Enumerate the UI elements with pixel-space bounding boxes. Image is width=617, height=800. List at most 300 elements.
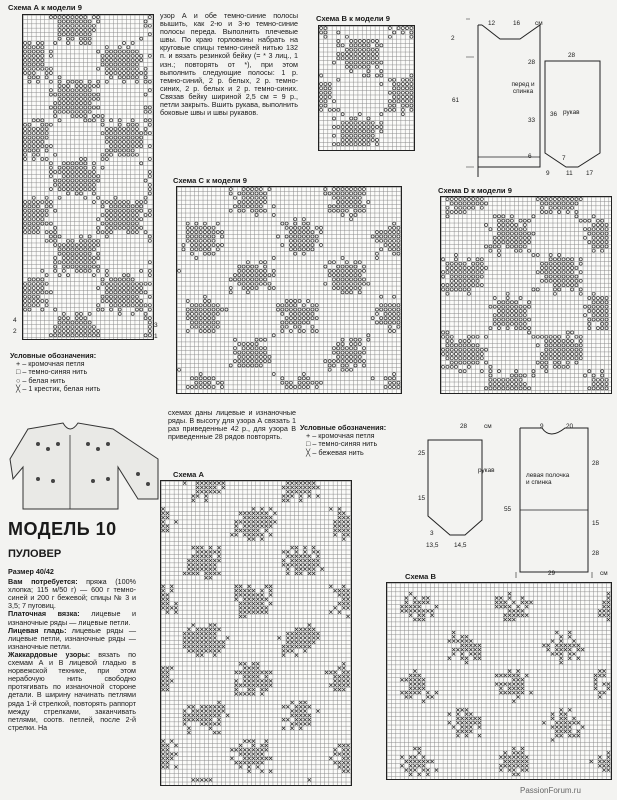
white-stitch-symbol [455, 206, 458, 209]
white-stitch-symbol [92, 256, 95, 259]
white-stitch-symbol [388, 35, 391, 38]
cross-stitch-symbol [286, 482, 289, 485]
cross-stitch-symbol [248, 679, 251, 682]
white-stitch-symbol [88, 119, 91, 122]
white-stitch-symbol [519, 232, 522, 235]
white-stitch-symbol [41, 127, 44, 130]
white-stitch-symbol [541, 262, 544, 265]
white-stitch-symbol [92, 325, 95, 328]
cross-stitch-symbol [405, 760, 408, 763]
white-stitch-symbol [84, 29, 87, 32]
white-stitch-symbol [380, 304, 383, 307]
white-stitch-symbol [203, 308, 206, 311]
cross-stitch-symbol [295, 568, 298, 571]
white-stitch-symbol [476, 266, 479, 269]
white-stitch-symbol [532, 374, 535, 377]
white-stitch-symbol [101, 123, 104, 126]
white-stitch-symbol [498, 228, 501, 231]
cross-stitch-symbol [517, 614, 520, 617]
white-stitch-symbol [367, 52, 370, 55]
cross-stitch-symbol [517, 773, 520, 776]
white-stitch-symbol [341, 291, 344, 294]
model10-text-top: схемах даны лицевые и изнаночные ряды. В высоту для узора А связать 1 раз приведенные 42 р., для узора В приведенные 28 рядов повторять. [168, 408, 296, 442]
white-stitch-symbol [144, 291, 147, 294]
white-stitch-symbol [571, 331, 574, 334]
white-stitch-symbol [148, 106, 151, 109]
cross-stitch-symbol [598, 609, 601, 612]
white-stitch-symbol [75, 20, 78, 23]
cross-stitch-symbol [248, 520, 251, 523]
white-stitch-symbol [459, 279, 462, 282]
cross-stitch-symbol [607, 760, 610, 763]
white-stitch-symbol [592, 228, 595, 231]
cross-stitch-symbol [217, 731, 220, 734]
white-stitch-symbol [354, 57, 357, 60]
white-stitch-symbol [584, 219, 587, 222]
white-stitch-symbol [28, 132, 31, 135]
white-stitch-symbol [97, 80, 100, 83]
white-stitch-symbol [541, 211, 544, 214]
white-stitch-symbol [49, 166, 52, 169]
white-stitch-symbol [575, 361, 578, 364]
white-stitch-symbol [455, 258, 458, 261]
cross-stitch-symbol [346, 748, 349, 751]
white-stitch-symbol [345, 130, 348, 133]
cross-stitch-symbol [542, 644, 545, 647]
white-stitch-symbol [532, 288, 535, 291]
white-stitch-symbol [221, 308, 224, 311]
white-stitch-symbol [553, 361, 556, 364]
dim-label: 14,5 [454, 542, 467, 549]
white-stitch-symbol [105, 295, 108, 298]
white-stitch-symbol [384, 239, 387, 242]
white-stitch-symbol [118, 287, 121, 290]
white-stitch-symbol [549, 279, 552, 282]
white-stitch-symbol [510, 245, 513, 248]
white-stitch-symbol [363, 192, 366, 195]
cross-stitch-symbol [196, 572, 199, 575]
white-stitch-symbol [127, 213, 130, 216]
white-stitch-symbol [62, 106, 65, 109]
cross-stitch-symbol [299, 641, 302, 644]
cross-stitch-symbol [560, 708, 563, 711]
white-stitch-symbol [118, 308, 121, 311]
white-stitch-symbol [498, 254, 501, 257]
cross-stitch-symbol [426, 768, 429, 771]
white-stitch-symbol [324, 188, 327, 191]
cross-stitch-symbol [256, 675, 259, 678]
white-stitch-symbol [216, 312, 219, 315]
cross-stitch-symbol [252, 507, 255, 510]
cross-stitch-symbol [286, 641, 289, 644]
cross-stitch-symbol [508, 687, 511, 690]
white-stitch-symbol [229, 364, 232, 367]
white-stitch-symbol [358, 57, 361, 60]
cross-stitch-symbol [213, 632, 216, 635]
white-stitch-symbol [234, 274, 237, 277]
white-stitch-symbol [32, 127, 35, 130]
white-stitch-symbol [345, 261, 348, 264]
white-stitch-symbol [324, 95, 327, 98]
cross-stitch-symbol [607, 768, 610, 771]
white-stitch-symbol [345, 351, 348, 354]
white-stitch-symbol [203, 235, 206, 238]
cross-stitch-symbol [456, 708, 459, 711]
white-stitch-symbol [298, 325, 301, 328]
cross-stitch-symbol [456, 730, 459, 733]
white-stitch-symbol [212, 317, 215, 320]
white-stitch-symbol [601, 383, 604, 386]
legend-model10 [300, 424, 430, 457]
chart-stitch-layer [387, 583, 611, 779]
cross-stitch-symbol [422, 596, 425, 599]
cross-stitch-symbol [243, 684, 246, 687]
white-stitch-symbol [371, 134, 374, 137]
white-stitch-symbol [127, 218, 130, 221]
cross-stitch-symbol [282, 494, 285, 497]
cross-stitch-symbol [196, 654, 199, 657]
white-stitch-symbol [575, 335, 578, 338]
white-stitch-symbol [110, 72, 113, 75]
white-stitch-symbol [575, 215, 578, 218]
cross-stitch-symbol [162, 516, 165, 519]
white-stitch-symbol [110, 132, 113, 135]
cross-stitch-symbol [560, 635, 563, 638]
white-stitch-symbol [380, 61, 383, 64]
cross-stitch-symbol [409, 773, 412, 776]
white-stitch-symbol [144, 127, 147, 130]
white-stitch-symbol [264, 360, 267, 363]
white-stitch-symbol [131, 50, 134, 53]
white-stitch-symbol [246, 201, 249, 204]
cross-stitch-symbol [248, 512, 251, 515]
cross-stitch-symbol [461, 635, 464, 638]
white-stitch-symbol [354, 130, 357, 133]
cross-stitch-symbol [243, 761, 246, 764]
white-stitch-symbol [105, 149, 108, 152]
white-stitch-symbol [302, 244, 305, 247]
white-stitch-symbol [24, 54, 27, 57]
white-stitch-symbol [123, 213, 126, 216]
white-stitch-symbol [58, 37, 61, 40]
white-stitch-symbol [489, 305, 492, 308]
white-stitch-symbol [88, 261, 91, 264]
cross-stitch-symbol [603, 682, 606, 685]
cross-stitch-symbol [299, 714, 302, 717]
white-stitch-symbol [208, 312, 211, 315]
white-stitch-symbol [92, 106, 95, 109]
white-stitch-symbol [592, 383, 595, 386]
cross-stitch-symbol [162, 675, 165, 678]
cross-stitch-symbol [499, 687, 502, 690]
white-stitch-symbol [92, 201, 95, 204]
white-stitch-symbol [199, 226, 202, 229]
cross-stitch-symbol [551, 652, 554, 655]
white-stitch-symbol [459, 352, 462, 355]
cross-stitch-symbol [174, 611, 177, 614]
white-stitch-symbol [118, 72, 121, 75]
white-stitch-symbol [110, 149, 113, 152]
cross-stitch-symbol [205, 632, 208, 635]
white-stitch-symbol [311, 381, 314, 384]
white-stitch-symbol [127, 63, 130, 66]
white-stitch-symbol [354, 282, 357, 285]
white-stitch-symbol [472, 357, 475, 360]
white-stitch-symbol [135, 72, 138, 75]
cross-stitch-symbol [295, 482, 298, 485]
white-stitch-symbol [28, 127, 31, 130]
cross-stitch-symbol [422, 687, 425, 690]
white-stitch-symbol [502, 228, 505, 231]
cross-stitch-symbol [334, 520, 337, 523]
cross-stitch-symbol [282, 486, 285, 489]
white-stitch-symbol [123, 282, 126, 285]
cross-stitch-symbol [295, 705, 298, 708]
cross-stitch-symbol [248, 688, 251, 691]
cross-stitch-symbol [422, 756, 425, 759]
white-stitch-symbol [110, 218, 113, 221]
dim-label: 13,5 [426, 542, 439, 549]
white-stitch-symbol [463, 202, 466, 205]
white-stitch-symbol [328, 360, 331, 363]
white-stitch-symbol [605, 378, 608, 381]
white-stitch-symbol [84, 41, 87, 44]
white-stitch-symbol [92, 84, 95, 87]
cross-stitch-symbol [512, 601, 515, 604]
cross-stitch-symbol [209, 623, 212, 626]
cross-stitch-symbol [329, 757, 332, 760]
white-stitch-symbol [135, 287, 138, 290]
white-stitch-symbol [246, 287, 249, 290]
white-stitch-symbol [446, 262, 449, 265]
white-stitch-symbol [32, 226, 35, 229]
white-stitch-symbol [358, 274, 361, 277]
white-stitch-symbol [450, 211, 453, 214]
white-stitch-symbol [315, 226, 318, 229]
white-stitch-symbol [307, 239, 310, 242]
cross-stitch-symbol [217, 559, 220, 562]
white-stitch-symbol [88, 312, 91, 315]
cross-stitch-symbol [248, 602, 251, 605]
white-stitch-symbol [493, 297, 496, 300]
white-stitch-symbol [114, 72, 117, 75]
cross-stitch-symbol [170, 740, 173, 743]
white-stitch-symbol [110, 291, 113, 294]
cross-stitch-symbol [269, 671, 272, 674]
white-stitch-symbol [588, 387, 591, 390]
cross-stitch-symbol [469, 717, 472, 720]
white-stitch-symbol [455, 254, 458, 257]
cross-stitch-symbol [252, 529, 255, 532]
white-stitch-symbol [41, 291, 44, 294]
cross-stitch-symbol [196, 559, 199, 562]
cross-stitch-symbol [461, 717, 464, 720]
white-stitch-symbol [148, 235, 151, 238]
cross-stitch-symbol [205, 494, 208, 497]
white-stitch-symbol [298, 321, 301, 324]
cross-stitch-symbol [564, 730, 567, 733]
white-stitch-symbol [199, 231, 202, 234]
white-stitch-symbol [24, 222, 27, 225]
cross-stitch-symbol [286, 705, 289, 708]
white-stitch-symbol [553, 335, 556, 338]
white-stitch-symbol [579, 348, 582, 351]
cross-stitch-symbol [286, 555, 289, 558]
white-stitch-symbol [105, 127, 108, 130]
white-stitch-symbol [384, 244, 387, 247]
white-stitch-symbol [328, 209, 331, 212]
cross-stitch-symbol [422, 764, 425, 767]
white-stitch-symbol [212, 231, 215, 234]
cross-stitch-symbol [239, 684, 242, 687]
white-stitch-symbol [203, 312, 206, 315]
white-stitch-symbol [450, 279, 453, 282]
cross-stitch-symbol [230, 533, 233, 536]
white-stitch-symbol [255, 274, 258, 277]
white-stitch-symbol [195, 248, 198, 251]
white-stitch-symbol [114, 132, 117, 135]
white-stitch-symbol [350, 192, 353, 195]
cross-stitch-symbol [308, 486, 311, 489]
pullover-drawing [8, 419, 163, 511]
white-stitch-symbol [24, 304, 27, 307]
white-stitch-symbol [596, 301, 599, 304]
white-stitch-symbol [58, 24, 61, 27]
white-stitch-symbol [71, 248, 74, 251]
cross-stitch-symbol [413, 768, 416, 771]
white-stitch-symbol [480, 202, 483, 205]
white-stitch-symbol [135, 304, 138, 307]
white-stitch-symbol [105, 153, 108, 156]
white-stitch-symbol [251, 269, 254, 272]
white-stitch-symbol [393, 31, 396, 34]
white-stitch-symbol [320, 108, 323, 111]
white-stitch-symbol [41, 67, 44, 70]
white-stitch-symbol [191, 321, 194, 324]
cross-stitch-symbol [256, 602, 259, 605]
cross-stitch-symbol [256, 752, 259, 755]
cross-stitch-symbol [409, 768, 412, 771]
white-stitch-symbol [553, 288, 556, 291]
cross-stitch-symbol [346, 671, 349, 674]
cross-stitch-symbol [299, 645, 302, 648]
cross-stitch-symbol [508, 596, 511, 599]
white-stitch-symbol [294, 231, 297, 234]
white-stitch-symbol [307, 377, 310, 380]
white-stitch-symbol [506, 245, 509, 248]
white-stitch-symbol [510, 232, 513, 235]
white-stitch-symbol [238, 274, 241, 277]
white-stitch-symbol [49, 106, 52, 109]
white-stitch-symbol [28, 201, 31, 204]
white-stitch-symbol [393, 83, 396, 86]
white-stitch-symbol [32, 205, 35, 208]
cross-stitch-symbol [282, 559, 285, 562]
white-stitch-symbol [541, 365, 544, 368]
cross-stitch-symbol [607, 614, 610, 617]
cross-stitch-symbol [452, 631, 455, 634]
white-stitch-symbol [24, 308, 27, 311]
white-stitch-symbol [62, 84, 65, 87]
white-stitch-symbol [493, 245, 496, 248]
white-stitch-symbol [255, 355, 258, 358]
white-stitch-symbol [49, 72, 52, 75]
white-stitch-symbol [289, 299, 292, 302]
white-stitch-symbol [592, 387, 595, 390]
white-stitch-symbol [114, 127, 117, 130]
cross-stitch-symbol [196, 718, 199, 721]
white-stitch-symbol [105, 46, 108, 49]
size-label: Размер 40/42 [8, 567, 54, 576]
white-stitch-symbol [341, 351, 344, 354]
white-stitch-symbol [135, 222, 138, 225]
white-stitch-symbol [281, 308, 284, 311]
cross-stitch-symbol [418, 747, 421, 750]
white-stitch-symbol [388, 226, 391, 229]
white-stitch-symbol [584, 228, 587, 231]
cross-stitch-symbol [607, 756, 610, 759]
white-stitch-symbol [114, 299, 117, 302]
white-stitch-symbol [376, 57, 379, 60]
white-stitch-symbol [195, 239, 198, 242]
white-stitch-symbol [110, 226, 113, 229]
white-stitch-symbol [515, 228, 518, 231]
white-stitch-symbol [140, 145, 143, 148]
white-stitch-symbol [506, 223, 509, 226]
white-stitch-symbol [229, 192, 232, 195]
cross-stitch-symbol [334, 752, 337, 755]
white-stitch-symbol [506, 309, 509, 312]
white-stitch-symbol [118, 153, 121, 156]
cross-stitch-symbol [512, 768, 515, 771]
white-stitch-symbol [199, 304, 202, 307]
cross-stitch-symbol [196, 645, 199, 648]
white-stitch-symbol [71, 20, 74, 23]
row-number: 4 [13, 317, 17, 324]
knitting-chart-b-model9 [318, 25, 415, 151]
white-stitch-symbol [62, 170, 65, 173]
white-stitch-symbol [467, 288, 470, 291]
cross-stitch-symbol [413, 747, 416, 750]
white-stitch-symbol [528, 249, 531, 252]
white-stitch-symbol [131, 132, 134, 135]
cross-stitch-symbol [269, 525, 272, 528]
cross-stitch-symbol [542, 721, 545, 724]
cross-stitch-symbol [303, 641, 306, 644]
white-stitch-symbol [97, 115, 100, 118]
cross-stitch-symbol [469, 713, 472, 716]
white-stitch-symbol [212, 385, 215, 388]
white-stitch-symbol [135, 153, 138, 156]
white-stitch-symbol [298, 312, 301, 315]
white-stitch-symbol [294, 252, 297, 255]
cross-stitch-symbol [235, 529, 238, 532]
white-stitch-symbol [54, 231, 57, 234]
white-stitch-symbol [101, 119, 104, 122]
white-stitch-symbol [601, 232, 604, 235]
white-stitch-symbol [341, 121, 344, 124]
white-stitch-symbol [259, 282, 262, 285]
white-stitch-symbol [67, 192, 70, 195]
white-stitch-symbol [358, 65, 361, 68]
white-stitch-symbol [324, 192, 327, 195]
white-stitch-symbol [105, 291, 108, 294]
white-stitch-symbol [302, 239, 305, 242]
cross-stitch-symbol [499, 691, 502, 694]
cross-stitch-symbol [303, 628, 306, 631]
cross-stitch-symbol [248, 671, 251, 674]
white-stitch-symbol [199, 248, 202, 251]
